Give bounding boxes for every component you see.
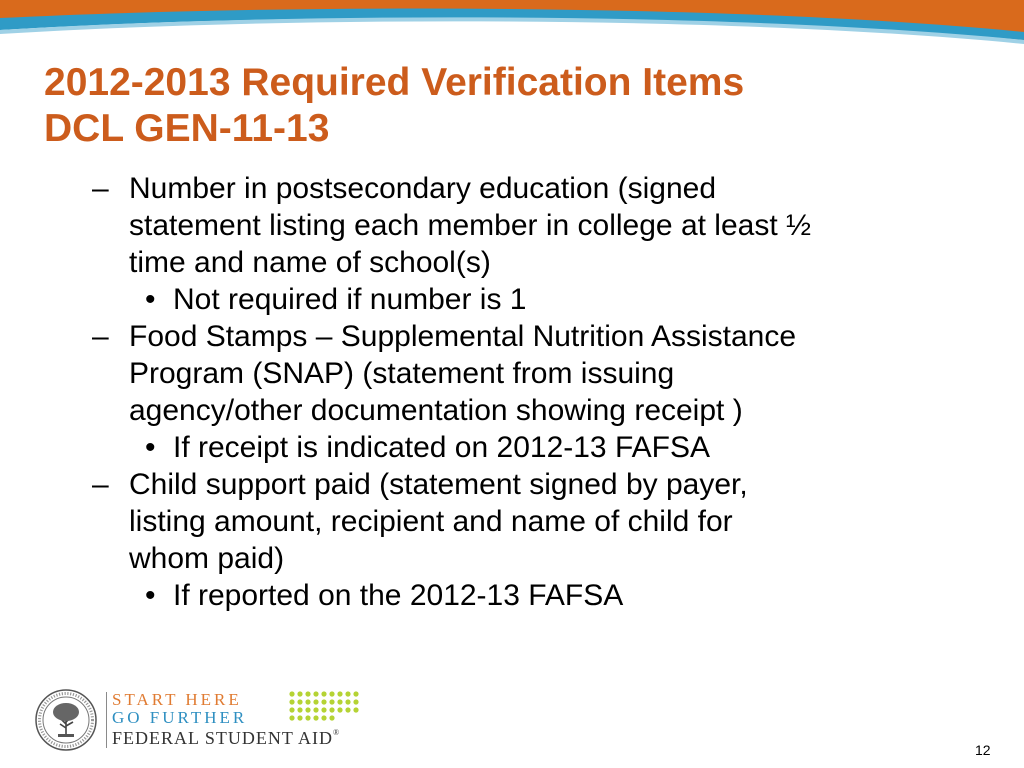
sub-item-text: If receipt is indicated on 2012-13 FAFSA bbox=[173, 431, 710, 464]
list-item bbox=[92, 170, 992, 281]
logo-go-further: GO FURTHER bbox=[112, 708, 248, 727]
slide-title-line-2: DCL GEN-11-13 bbox=[44, 107, 330, 150]
dot-pattern-icon bbox=[288, 690, 364, 726]
item-text-line: statement listing each member in college at least ½ bbox=[129, 209, 812, 242]
logo-federal-student-aid-text: FEDERAL STUDENT AID bbox=[112, 728, 333, 748]
sub-list-item bbox=[92, 577, 992, 614]
item-text-line: time and name of school(s) bbox=[129, 246, 491, 279]
slide-title-line-1: 2012-2013 Required Verification Items bbox=[44, 61, 745, 104]
dash-marker: – bbox=[92, 172, 109, 205]
page-number: 12 bbox=[975, 742, 991, 758]
item-text-line: agency/other documentation showing receipt ) bbox=[129, 394, 743, 427]
item-text-line: Program (SNAP) (statement from issuing bbox=[129, 357, 675, 390]
slide-title bbox=[44, 60, 744, 152]
list-item bbox=[92, 466, 992, 577]
dash-marker: – bbox=[92, 468, 109, 501]
logo-start-here: START HERE bbox=[112, 690, 242, 709]
list-item bbox=[92, 318, 992, 429]
logo-federal-student-aid bbox=[112, 728, 340, 749]
federal-student-aid-logo bbox=[34, 688, 364, 752]
bullet-marker: • bbox=[145, 431, 156, 464]
dash-marker: – bbox=[92, 320, 109, 353]
sub-item-text: If reported on the 2012-13 FAFSA bbox=[173, 579, 624, 612]
bullet-marker: • bbox=[145, 283, 156, 316]
logo-divider bbox=[106, 692, 107, 748]
bullet-marker: • bbox=[145, 579, 156, 612]
item-text-line: Number in postsecondary education (signed bbox=[129, 172, 717, 205]
top-decorative-band bbox=[0, 0, 1024, 46]
item-text-line: listing amount, recipient and name of child for bbox=[129, 505, 733, 538]
registered-mark: ® bbox=[333, 728, 341, 737]
item-text-line: Child support paid (statement signed by payer, bbox=[129, 468, 748, 501]
sub-list-item bbox=[92, 281, 992, 318]
item-text-line: Food Stamps – Supplemental Nutrition Assistance bbox=[129, 320, 797, 353]
department-of-education-seal-icon bbox=[34, 688, 98, 752]
sub-list-item bbox=[92, 429, 992, 466]
item-text-line: whom paid) bbox=[129, 542, 285, 575]
slide-content bbox=[92, 170, 992, 614]
sub-item-text: Not required if number is 1 bbox=[173, 283, 527, 316]
